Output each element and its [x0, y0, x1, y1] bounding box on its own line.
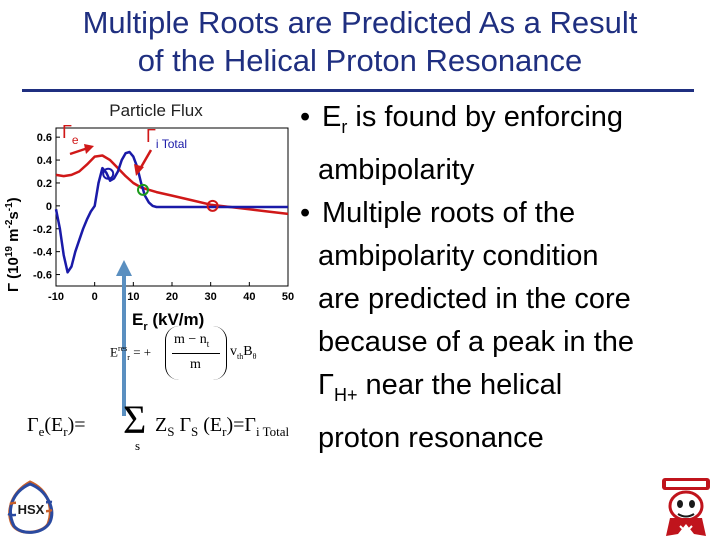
slide-title [0, 4, 720, 80]
bullet-2-line-2: are predicted in the core [318, 282, 631, 315]
root-pointer-arrowhead [116, 260, 132, 276]
y-tick-label: -0.6 [33, 269, 52, 282]
x-tick-label: 50 [281, 291, 295, 303]
svg-text:HSX: HSX [17, 502, 45, 517]
eq-fraction-bar [172, 353, 220, 354]
bullet-1 [300, 96, 715, 192]
series-line-gamma-e [56, 156, 288, 214]
title-divider [22, 89, 694, 92]
y-tick-label: -0.4 [33, 246, 52, 259]
bullet-2-line-4 [300, 364, 715, 417]
ambipolarity-equation [27, 397, 292, 460]
gamma-rest: near the helical [357, 368, 563, 401]
hsx-logo [4, 480, 56, 538]
y-tick-label: 0.2 [36, 177, 52, 190]
chart-title: Particle Flux [109, 101, 203, 120]
eq-rhs: $v_{th}B_\theta$ [230, 344, 257, 361]
gamma-e-arrowhead [84, 144, 94, 154]
y-tick-label: -0.2 [33, 223, 52, 236]
svg-text:Γ (1019 m-2s-1): Γ ($10^{19}$ $m^{-2}s^{-1}$) [4, 197, 22, 292]
gamma-i-label: $\Gamma_{i Total}$ [146, 126, 188, 151]
root-markers [103, 169, 217, 211]
x-tick-label: 10 [127, 291, 140, 303]
bullet-2-line-5: proton resonance [318, 421, 544, 454]
x-tick-label: -10 [48, 291, 64, 303]
er-resonance-equation [110, 330, 285, 388]
bullet-2-text: Multiple roots of the [322, 196, 576, 229]
bullet-dot: • [300, 196, 311, 229]
eq-denominator: m [190, 357, 201, 372]
eq-sigma: Σ [123, 397, 147, 442]
bullet-1-text: is found by enforcing [347, 101, 624, 133]
gamma-symbol: Γ [318, 368, 334, 401]
bullet-2 [300, 192, 715, 460]
eq-amb-lhs: $\Gamma_e(E_r)=$ [27, 414, 86, 439]
title-line-1: Multiple Roots are Predicted As a Result [82, 5, 638, 40]
x-axis-label: $E_r$ (kV/m) [132, 310, 205, 333]
bullet-list [300, 96, 715, 460]
bullet-1-sub: r [341, 116, 348, 137]
plot-series [56, 152, 288, 272]
eq-numerator: $m - n_t$ [174, 332, 210, 349]
bullet-1-prefix: E [322, 101, 342, 133]
eq-amb-rhs: $Z_S$ $\Gamma_S$ $(E_r)=\Gamma_{i Total}$ [155, 414, 290, 439]
x-tick-label: 20 [165, 291, 179, 303]
bullet-dot: • [300, 101, 311, 133]
y-axis-label [4, 197, 22, 292]
gamma-e-label: $\Gamma_e$ [62, 122, 79, 147]
gamma-i-arrow [140, 150, 151, 169]
title-line-2: of the Helical Proton Resonance [137, 43, 583, 78]
eq-er-lhs: $E^{res}_r$ = + [110, 344, 152, 362]
gamma-sub: H+ [333, 384, 358, 405]
bullet-1-cont: ambipolarity [318, 153, 475, 186]
badger-mascot-logo [656, 474, 716, 538]
eq-sigma-sub: s [135, 438, 141, 453]
x-tick-label: 0 [91, 291, 98, 303]
y-tick-label: 0 [45, 200, 52, 213]
bullet-2-line-1: ambipolarity condition [318, 239, 599, 272]
x-tick-label: 40 [243, 291, 256, 303]
x-tick-label: 30 [204, 291, 217, 303]
y-tick-label: 0.4 [36, 155, 52, 168]
y-tick-label: 0.6 [36, 132, 52, 145]
bullet-2-line-3: because of a peak in the [318, 325, 635, 358]
series-line-gamma-i-total [56, 152, 288, 272]
